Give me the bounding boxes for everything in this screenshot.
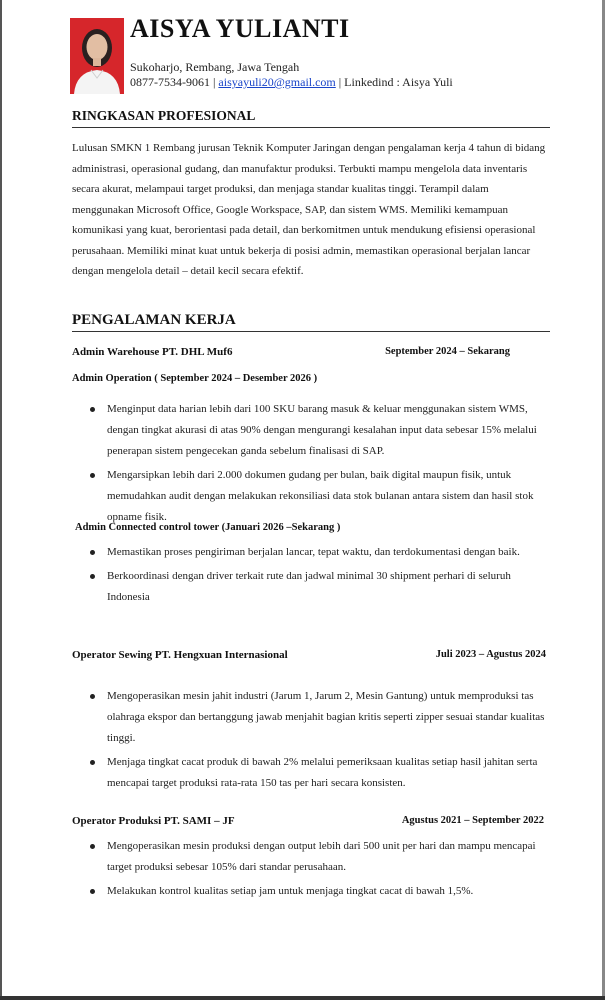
summary-text: Lulusan SMKN 1 Rembang jurusan Teknik Komputer Jaringan dengan pengalaman kerja 4 tahun di bidang administrasi, operasional gudang, dan manufaktur produksi. Terbukti mampu mengelola data inventaris secara akurat, melampaui target produksi, dan menjaga standar kualitas tinggi. Terampil dalam menggunakan Microsoft Office, Google Workspace, SAP, dan sistem WMS. Memiliki kemampuan komunikasi yang kuat, berorientasi pada detail, dan berkomitmen untuk mendukung efisiensi operasional perusahaan. Memiliki minat kuat untuk bekerja di posisi admin, memastikan operasional berjalan lancar dengan mengelola detail – detail kecil secara efektif. xyxy=(72,142,546,277)
contact-line xyxy=(130,75,453,90)
email-link[interactable]: aisyayuli20@gmail.com xyxy=(218,75,336,89)
job-company: Operator Produksi PT. SAMI – JF xyxy=(72,815,235,827)
address: Sukoharjo, Rembang, Jawa Tengah xyxy=(130,60,300,74)
bullet-item: Menginput data harian lebih dari 100 SKU barang masuk & keluar menggunakan sistem WMS, dengan tingkat akurasi di atas 90% dengan mengurangi kesalahan input data sebesar 15% melalui penerapan sistem pengecekan ganda sebelum finalisasi di SAP. xyxy=(88,399,548,462)
bullet-item: Mengoperasikan mesin jahit industri (Jarum 1, Jarum 2, Mesin Gantung) untuk memproduksi tas olahraga ekspor dan bertanggung jawab menjahit bagian kritis seperti zipper sesuai standar kualitas tinggi. xyxy=(88,686,548,749)
bullet-list xyxy=(88,686,548,794)
job-header-dhl xyxy=(72,346,546,358)
bullet-item: Berkoordinasi dengan driver terkait rute dan jadwal minimal 30 shipment perhari di seluruh Indonesia xyxy=(88,566,548,608)
candidate-name: AISYA YULIANTI xyxy=(130,14,350,43)
experience-heading: PENGALAMAN KERJA xyxy=(72,312,236,328)
job-date: Juli 2023 – Agustus 2024 xyxy=(435,649,546,660)
bullet-list xyxy=(88,836,548,902)
job-header-sami xyxy=(72,815,546,827)
bullet-item: Memastikan proses pengiriman berjalan lancar, tepat waktu, dan terdokumentasi dengan baik. xyxy=(88,542,548,563)
summary-divider xyxy=(72,127,550,128)
job-company: Operator Sewing PT. Hengxuan Internasional xyxy=(72,649,288,661)
job-date: Agustus 2021 – September 2022 xyxy=(401,815,544,826)
role-title: Admin Operation ( September 2024 – Desember 2026 ) xyxy=(72,373,318,384)
bullet-list xyxy=(88,399,548,528)
job-header-hengxuan xyxy=(72,649,546,661)
role-title: Admin Connected control tower (Januari 2026 –Sekarang ) xyxy=(75,522,341,533)
bullet-list xyxy=(88,542,548,608)
bullet-item: Menjaga tingkat cacat produk di bawah 2% melalui pemeriksaan kualitas setiap hasil jahitan serta mencapai target produksi rata-rata 150 tas per hari secara konsisten. xyxy=(88,752,548,794)
job-date: September 2024 – Sekarang xyxy=(385,346,510,357)
linkedin-text: | Linkedind : Aisya Yuli xyxy=(338,75,453,89)
job-company: Admin Warehouse PT. DHL Muf6 xyxy=(72,346,233,358)
phone-number: 0877-7534-9061 | xyxy=(130,75,216,89)
summary-heading: RINGKASAN PROFESIONAL xyxy=(72,108,256,123)
bullet-item: Melakukan kontrol kualitas setiap jam untuk menjaga tingkat cacat di bawah 1,5%. xyxy=(88,881,548,902)
bullet-item: Mengarsipkan lebih dari 2.000 dokumen gudang per bulan, baik digital maupun fisik, untuk memudahkan audit dengan melakukan rekonsiliasi data stok bulanan antara sistem dan hasil stok opname fisik. xyxy=(88,465,548,528)
bullet-item: Mengoperasikan mesin produksi dengan output lebih dari 500 unit per hari dan mampu mencapai target produksi sebesar 105% dari standar perusahaan. xyxy=(88,836,548,878)
profile-photo xyxy=(70,18,124,94)
experience-divider xyxy=(72,331,550,332)
